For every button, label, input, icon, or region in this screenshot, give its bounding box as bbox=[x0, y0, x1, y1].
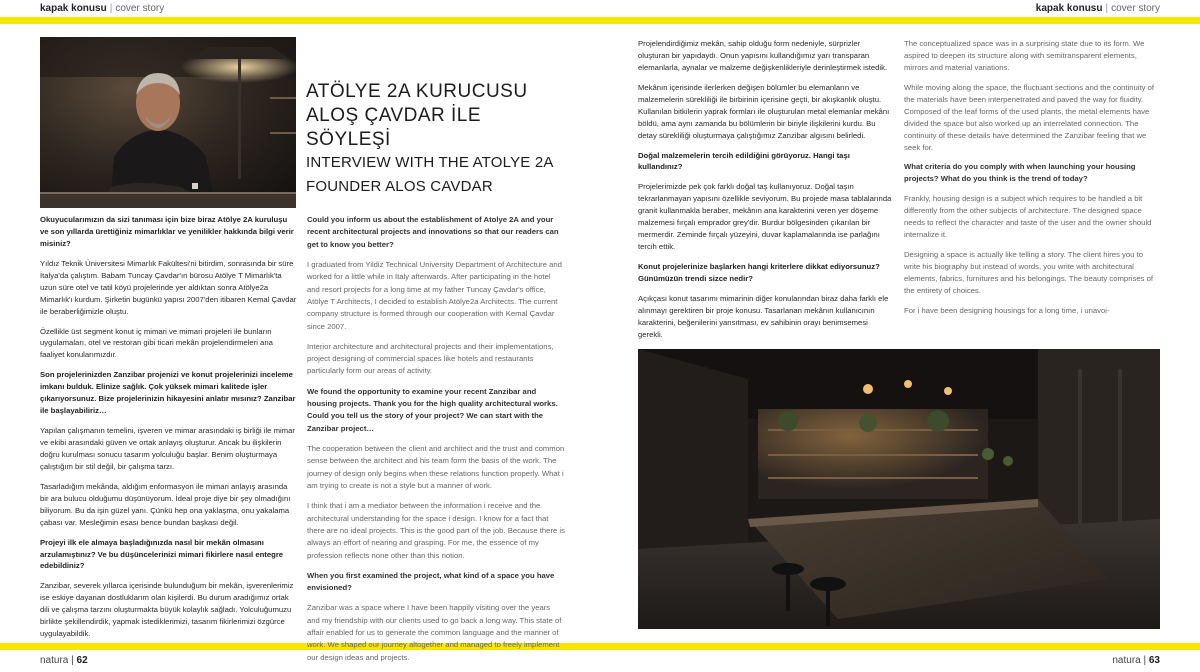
magazine-name: natura bbox=[40, 655, 69, 666]
answer: Yıldız Teknik Üniversitesi Mimarlık Fakültesi'ni bitirdim, sonrasında bir süre İtalya'da çalıştım. Babam Tuncay Çavdar'ın bürosu Atölye T Mimarlık'ta uzun süre otel ve tatil köyü projelerinde yer aldıktan sonra Atölye2a Mimarlık'ı kurdum. Şirketin bugünkü yapısı 2007'den itibaren Kemal Çavdar ile beraberliğimizle oluştu. bbox=[40, 258, 297, 316]
question: Projeyi ilk ele almaya başladığınızda nasıl bir mekân olmasını arzulamıştınız? Ve bu düşüncelerinizi mimari fikirlere nasıl entegre edebildiniz? bbox=[40, 537, 284, 571]
paragraph: The conceptualized space was in a surprising state due to its form. We aspired to deepen its structure along with semitransparent elements, mirrors and material variations. bbox=[904, 39, 1145, 72]
paragraph: While moving along the space, the fluctuant sections and the continuity of the materials have been interpenetrated and paved the way for fluidity. Composed of the leaf forms of the used plants, the metal elements have divided the space but also worked up an interrelated connection. The continuity of these details have determined the Zanzibar feeling that we seek for. bbox=[904, 82, 1154, 152]
portrait-photo bbox=[40, 37, 296, 208]
column-english-right bbox=[904, 38, 1160, 325]
page-footer-right: natura | 63 bbox=[1112, 655, 1160, 666]
page-number: 63 bbox=[1148, 655, 1160, 666]
section-header-left: kapak konusu | cover story bbox=[40, 3, 165, 14]
answer: Yapılan çalışmanın temelini, işveren ve mimar arasındaki iş birliği ile mimar ve ekibi arasındaki güven ve ortak anlayış oluşturur. Ancak bu ilişkilerin doğru kurulması sonucu tasarım yolculuğu başlar. Benim oluşturmaya çalıştığım bir stil değil, bir çalışma tarzı. bbox=[40, 426, 295, 471]
section-label: kapak konusu bbox=[40, 3, 107, 14]
question: Okuyucularımızın da sizi tanıması için bize biraz Atölye 2A kuruluşu ve son yıllarda ürettiğiniz mimarlıklar ve yenilikler hakkında bilgi verir misiniz? bbox=[40, 215, 294, 248]
answer: I think that i am a mediator between the information i receive and the architectural understanding for the space i design. I know for a fact that there are no ideal projects. This is the good part of the job. Because there is always an effort of nearing and grasping. For me, the essence of my profession reflects none other than this notion. bbox=[307, 501, 565, 560]
answer: Designing a space is actually like telling a story. The client hires you to write his biography but instead of words, you write with architectural elements, fabrics, furnitures and his belongings. The beauty comprises of the entirety of choices. bbox=[904, 250, 1153, 295]
question: We found the opportunity to examine your recent Zanzibar and housing projects. Thank you for the high quality architectural works. Could you tell us the story of your project? We can start with the Zanzibar project… bbox=[307, 386, 558, 433]
paragraph: Projelendirdiğimiz mekân, sahip olduğu form nedeniyle, sürprizler oluşturan bir yapıdaydı. Onun yapısını kullandığımız yarı transparan elemanlarla, aynalar ve malzeme değişkenlikleriyle derinleştirmek istedik. bbox=[638, 39, 888, 72]
article-title bbox=[306, 80, 566, 198]
column-english-left bbox=[307, 214, 565, 672]
page-footer-left: natura | 62 bbox=[40, 655, 88, 666]
section-sublabel: cover story bbox=[1111, 3, 1160, 14]
section-sublabel: cover story bbox=[115, 3, 165, 14]
answer: Interior architecture and architectural projects and their implementations, project designing of commercial spaces like hotels and restaurants particularly form our areas of activity. bbox=[307, 341, 554, 376]
section-label: kapak konusu bbox=[1035, 3, 1103, 14]
question: Son projelerinizden Zanzibar projenizi ve konut projelerinizi inceleme imkanı bulduk. Elinize sağlık. Çok yüksek mimari kalitede işler çıkarıyorsunuz. Bize projelerinizin hikayesini anlatır mısınız? Zanzibar ile başlayabiliriz… bbox=[40, 370, 296, 416]
answer: Projelerimizde pek çok farklı doğal taş kullanıyoruz. Doğal taşın tekrarlanmayan yapısını özellikle seviyorum. Bu projede masa tablalarında granit kullanmakla beraber, mekânın ana karakterini veren yer döşeme malzemesi fırçalı emprador grey'dir. Burdur bölgesinden çıkarılan bir mermerdir. Zeminde fırçalı yüzeyini, duvar kaplamalarında ise parlağını tercih ettik. bbox=[638, 182, 892, 252]
question: Could you inform us about the establishment of Atolye 2A and your recent architectural projects and innovations so that our readers can get to know you better? bbox=[307, 215, 559, 249]
top-accent-bar bbox=[0, 17, 1200, 24]
section-header-right: kapak konusu | cover story bbox=[1035, 3, 1160, 14]
answer: Frankly, housing design is a subject which requires to be handled a bit differently from the other subjects of architecture. The designed space needs to reflect the character and taste of the user and the owner should internalize it. bbox=[904, 194, 1152, 240]
answer: For i have been designing housings for a long time, i unavoi- bbox=[904, 305, 1110, 315]
column-turkish-left bbox=[40, 214, 297, 648]
answer: Tasarladığım mekânda, aldığım enformasyon ile mimari anlayış arasında bir ara bulucu olduğumu düşünüyorum. İdeal proje diye bir şey olmadığını biliyorum. Bu da işin güzel yanı. Çünkü hep ona yaklaşma, onu yakalama çabası var. Mesleğimin esası bence bundan başkası değil. bbox=[40, 481, 291, 527]
answer: Zanzibar, severek yıllarca içerisinde bulunduğum bir mekân, işverenlerimiz ise eskiye dayanan dostluklarım olan kişilerdi. Bu durum aradığımız ortak dili ve çalışma tarzını oluşturmakta büyük kolaylık sağladı. Yolculuğumuzu birlikte şekillendirdik, yapmak istediklerimizi, tasarım fikirlerimizi özgürce uygulayabildik. bbox=[40, 581, 294, 639]
column-turkish-right bbox=[638, 38, 892, 369]
answer: Zanzibar was a space where I have been happily visiting over the years and my friendship with our clients used to go back a long way. This state of affair enabled for us to generate the common language and the manner of work. We shaped our journey altogether and managed to freely implement our design ideas and projects. bbox=[307, 603, 562, 662]
title-turkish-line-2: ALOŞ ÇAVDAR İLE SÖYLEŞİ bbox=[306, 104, 482, 150]
page-number: 62 bbox=[76, 655, 88, 666]
title-english-line-2: FOUNDER ALOS CAVDAR bbox=[306, 177, 493, 195]
answer: I graduated from Yildiz Technical University Department of Architecture and worked for a little while in Italy afterwards. After participating in the hotel and resort projects for a long time at my father Tuncay Çavdar's office, Atölye T Architects, I decided to establish Atölye2a Architects. The current company structure is formed through our cooperation with Kemal Çavdar since 2007. bbox=[307, 259, 562, 331]
paragraph: Mekânın içerisinde ilerlerken değişen bölümler bu elemanların ve malzemelerin sürekliliği ile birbirinin içerisine geçti, bir akışkanlık oluştu. Kullanılan bitkilerin yaprak formları ile oluşturulan metal elemanlar mekânı böldü, ama aynı zamanda bu bölümlerin bir biriyle ilişkilerini kurdu. Bu detay sürekliliği oluşturmaya çalıştığımız Zanzibar algısını belirledi. bbox=[638, 82, 890, 140]
question: When you first examined the project, what kind of a space you have envisioned? bbox=[307, 570, 555, 593]
title-english-line-1: INTERVIEW WITH THE ATOLYE 2A bbox=[306, 154, 554, 172]
answer: The cooperation between the client and architect and the trust and common sense between the architect and his team form the basis of the work. The journey of design only begins when these relations function properly. What i am trying to create is not a style but a manner of work. bbox=[307, 444, 565, 490]
answer: Özellikle üst segment konut iç mimari ve mimari projeleri ile bunların uygulamaları, otel ve restoran gibi ticari mekân projelendirmeleri ana faaliyet konularımızdır. bbox=[40, 326, 273, 360]
title-turkish-line-1: ATÖLYE 2A KURUCUSU bbox=[306, 81, 528, 102]
question: Konut projelerinize başlarken hangi kriterlere dikkat ediyorsunuz? Günümüzün trendi sizce nedir? bbox=[638, 262, 880, 283]
question: Doğal malzemelerin tercih edildiğini görüyoruz. Hangi taşı kullandınız? bbox=[638, 150, 850, 172]
answer: Açıkçası konut tasarımı mimarinin diğer konularından biraz daha farklı ele alınmayı gerektiren bir proje konusu. Tasarlanan mekânın kullanıcının karakterini, beğenilerini yansıtması, ev sahibinin orayı benimsemesi gerekli. bbox=[638, 293, 889, 339]
restaurant-interior-photo bbox=[638, 349, 1160, 629]
question: What criteria do you comply with when launching your housing projects? What do you think is the trend of today? bbox=[904, 162, 1136, 184]
magazine-name: natura bbox=[1112, 655, 1141, 666]
